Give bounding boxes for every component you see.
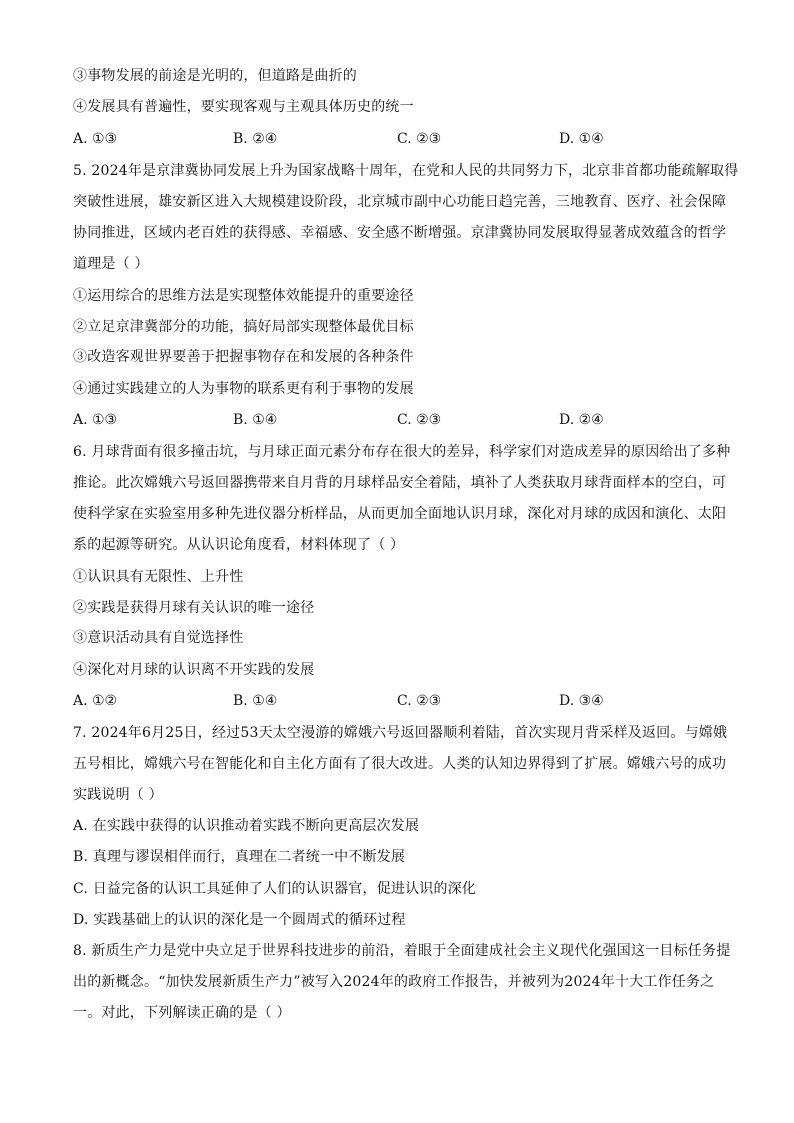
q6-options <box>73 691 733 711</box>
q5-stem-line-4: 道理是（ ） <box>73 256 149 272</box>
q5-options <box>73 410 733 430</box>
q6-option-a[interactable]: A. ①② <box>73 693 118 709</box>
q6-option-d[interactable]: D. ③④ <box>559 693 604 709</box>
q7-choice-c[interactable]: C. 日益完备的认识工具延伸了人们的认识器官，促进认识的深化 <box>73 881 477 897</box>
q6-item-1: ①认识具有无限性、上升性 <box>73 569 244 585</box>
q6-stem-line-4: 系的起源等研究。从认识论角度看，材料体现了（ ） <box>73 537 405 553</box>
q5-stem-line-3: 协同推进，区域内老百姓的获得感、幸福感、安全感不断增强。京津冀协同发展取得显著成效蕴含的哲学 <box>73 225 727 241</box>
q6-stem-line-3: 使科学家在实验室用多种先进仪器分析样品，从而更加全面地认识月球，深化对月球的成因和演化、太阳 <box>73 506 727 522</box>
q7-choice-a[interactable]: A. 在实践中获得的认识推动着实践不断向更高层次发展 <box>73 818 420 834</box>
q7-stem-line-1: 7. 2024年6月25日，经过53天太空漫游的嫦娥六号返回器顺利着陆，首次实现月背采样及返回。与嫦娥 <box>73 725 728 741</box>
q6-stem-line-1: 6. 月球背面有很多撞击坑，与月球正面元素分布存在很大的差异，科学家们对造成差异的原因给出了多种 <box>73 444 731 460</box>
q5-item-2: ②立足京津冀部分的功能，搞好局部实现整体最优目标 <box>73 319 414 335</box>
q6-item-2: ②实践是获得月球有关认识的唯一途径 <box>73 600 315 616</box>
q8-stem-line-2: 出的新概念。“加快发展新质生产力”被写入2024年的政府工作报告，并被列为2024年十大工作任务之 <box>73 974 715 990</box>
q8-stem-line-3: 一。对此，下列解读正确的是（ ） <box>73 1005 291 1021</box>
q5-stem-line-2: 突破性进展，雄安新区进入大规模建设阶段，北京城市副中心功能日趋完善，三地教育、医疗、社会保障 <box>73 194 727 210</box>
q4-item-3: ③事物发展的前途是光明的，但道路是曲折的 <box>73 68 357 84</box>
q5-option-c[interactable]: C. ②③ <box>397 412 442 428</box>
q4-option-a[interactable]: A. ①③ <box>73 131 118 147</box>
q5-option-a[interactable]: A. ①③ <box>73 412 118 428</box>
q6-item-4: ④深化对月球的认识离不开实践的发展 <box>73 662 315 678</box>
q4-option-c[interactable]: C. ②③ <box>397 131 442 147</box>
q5-option-b[interactable]: B. ①④ <box>233 412 278 428</box>
q6-item-3: ③意识活动具有自觉选择性 <box>73 630 244 646</box>
q8-stem-line-1: 8. 新质生产力是党中央立足于世界科技进步的前沿，着眼于全面建成社会主义现代化强国这一目标任务提 <box>73 943 731 959</box>
q5-item-4: ④通过实践建立的人为事物的联系更有利于事物的发展 <box>73 381 414 397</box>
q5-stem-line-1: 5. 2024年是京津冀协同发展上升为国家战略十周年，在党和人民的共同努力下，北京非首都功能疏解取得 <box>73 163 739 179</box>
q7-stem-line-2: 五号相比，嫦娥六号在智能化和自主化方面有了很大改进。人类的认知边界得到了扩展。嫦娥六号的成功 <box>73 756 727 772</box>
q7-choice-d[interactable]: D. 实践基础上的认识的深化是一个圆周式的循环过程 <box>73 912 406 928</box>
q4-option-d[interactable]: D. ①④ <box>559 131 604 147</box>
q7-stem-line-3: 实践说明（ ） <box>73 787 163 803</box>
q7-choice-b[interactable]: B. 真理与谬误相伴而行，真理在二者统一中不断发展 <box>73 849 406 865</box>
q6-option-b[interactable]: B. ①④ <box>233 693 278 709</box>
q5-option-d[interactable]: D. ②④ <box>559 412 604 428</box>
q6-option-c[interactable]: C. ②③ <box>397 693 442 709</box>
q4-item-4: ④发展具有普遍性，要实现客观与主观具体历史的统一 <box>73 99 414 115</box>
q6-stem-line-2: 推论。此次嫦娥六号返回器携带来自月背的月球样品安全着陆，填补了人类获取月球背面样本的空白，可 <box>73 475 727 491</box>
q5-item-3: ③改造客观世界要善于把握事物存在和发展的各种条件 <box>73 349 414 365</box>
q4-option-b[interactable]: B. ②④ <box>233 131 278 147</box>
q5-item-1: ①运用综合的思维方法是实现整体效能提升的重要途径 <box>73 288 414 304</box>
q4-options <box>73 129 733 149</box>
